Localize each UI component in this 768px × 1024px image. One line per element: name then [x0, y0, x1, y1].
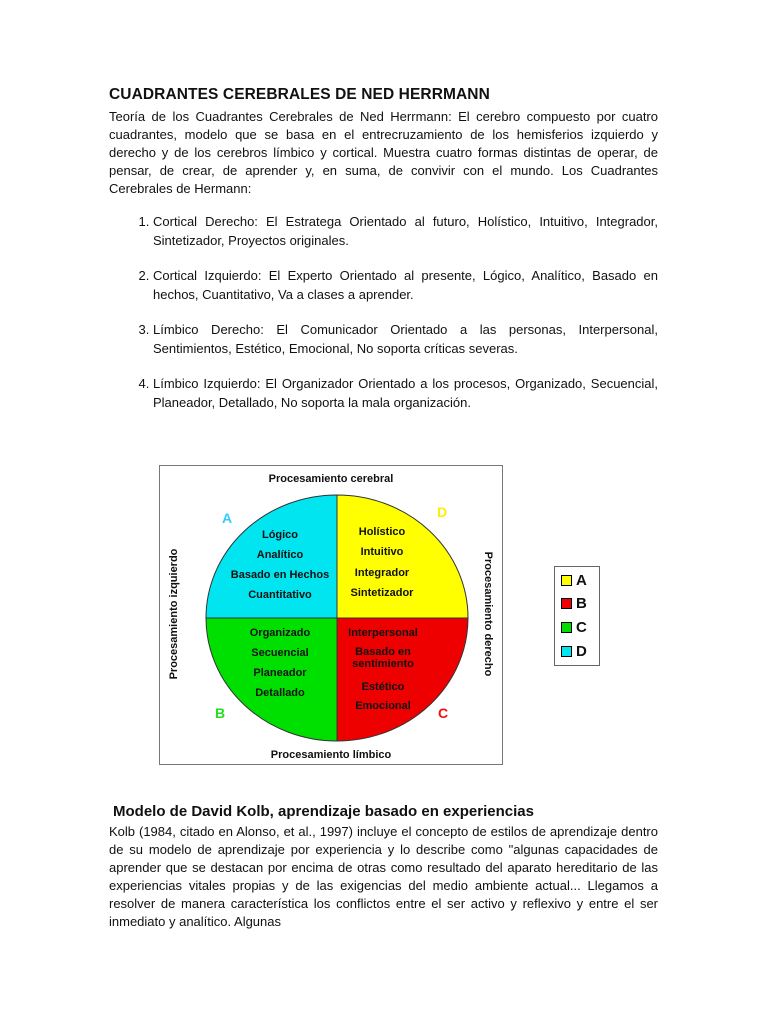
quadrant-d-item: Intuitivo: [360, 546, 404, 558]
legend-item: [561, 618, 587, 636]
list-item: 4. Límbico Izquierdo: El Organizador Orientado a los procesos, Organizado, Secuencial, Planeador, Detallado, No soporta la mala organización.: [153, 374, 658, 412]
legend-label: B: [576, 594, 587, 612]
quadrant-a-item: Analítico: [256, 549, 304, 561]
quadrant-list: [109, 212, 658, 428]
quadrant-c-item: Interpersonal: [348, 627, 418, 639]
kolb-paragraph: Kolb (1984, citado en Alonso, et al., 1997) incluye el concepto de estilos de aprendizaje dentro de su modelo de aprendizaje por experiencia y lo describe como "algunas capacidades de aprender que se destacan por encima de otras como resultado del aparato hereditario de las experiencias vitales propias y de las exigencias del medio ambiente actual... Llegamos a resolver de manera característica los conflictos entre el ser activo y reflexivo y entre el ser inmediato y analítico. Algunas: [109, 824, 658, 929]
legend-label: D: [576, 642, 587, 660]
quadrant-a-item: Cuantitativo: [248, 589, 312, 601]
section2-title: Modelo de David Kolb, aprendizaje basado en experiencias: [113, 803, 534, 820]
list-item: 2. Cortical Izquierdo: El Experto Orientado al presente, Lógico, Analítico, Basado en hechos, Cuantitativo, Va a clases a aprender.: [153, 266, 658, 304]
diagram-left-label: Procesamiento izquierdo: [168, 548, 180, 680]
quadrant-c-letter: C: [438, 705, 449, 721]
list-item: 1. Cortical Derecho: El Estratega Orientado al futuro, Holístico, Intuitivo, Integrador, Sintetizador, Proyectos originales.: [153, 212, 658, 250]
quadrant-b-item: Planeador: [253, 667, 307, 679]
diagram-legend: [554, 566, 600, 666]
diagram-right-label: Procesamiento derecho: [482, 551, 494, 677]
legend-item: [561, 571, 587, 589]
quadrant-d-letter: D: [437, 504, 448, 520]
herrmann-quadrant-diagram: [159, 465, 503, 765]
quadrant-b-item: Organizado: [249, 627, 311, 639]
quadrant-d-item: Holístico: [358, 526, 406, 538]
legend-item: [561, 642, 587, 660]
legend-label: C: [576, 618, 587, 636]
quadrant-a-item: Lógico: [261, 529, 299, 541]
quadrant-c-item: Emocional: [355, 700, 411, 712]
legend-swatch: [561, 575, 572, 586]
quadrant-b-item: Secuencial: [251, 647, 309, 659]
quadrant-circle: [160, 466, 504, 766]
legend-swatch: [561, 598, 572, 609]
legend-swatch: [561, 622, 572, 633]
quadrant-a-letter: A: [222, 510, 233, 526]
document-title: CUADRANTES CEREBRALES DE NED HERRMANN: [109, 86, 490, 103]
list-item: 3. Límbico Derecho: El Comunicador Orientado a las personas, Interpersonal, Sentimientos, Estético, Emocional, No soporta críticas severas.: [153, 320, 658, 358]
legend-item: [561, 594, 587, 612]
legend-label: A: [576, 571, 587, 589]
quadrant-b-letter: B: [215, 705, 226, 721]
quadrant-d-item: Sintetizador: [350, 587, 414, 599]
intro-paragraph: Teoría de los Cuadrantes Cerebrales de Ned Herrmann: El cerebro compuesto por cuatro cuadrantes, modelo que se basa en el entrecruzamiento de los hemisferios izquierdo y derecho y de los cerebros límbico y cortical. Muestra cuatro formas distintas de operar, de pensar, de crear, de aprender y, en suma, de convivir con el mundo. Los Cuadrantes Cerebrales de Hermann:: [109, 109, 658, 196]
diagram-top-label: Procesamiento cerebral: [268, 473, 394, 485]
quadrant-d-item: Integrador: [354, 567, 410, 579]
quadrant-a-item: Basado en Hechos: [230, 569, 330, 581]
legend-swatch: [561, 646, 572, 657]
quadrant-b-item: Detallado: [255, 687, 305, 699]
diagram-bottom-label: Procesamiento límbico: [270, 749, 392, 761]
quadrant-c-item: Estético: [361, 681, 405, 693]
quadrant-c-item: Basado en sentimiento: [352, 646, 414, 670]
